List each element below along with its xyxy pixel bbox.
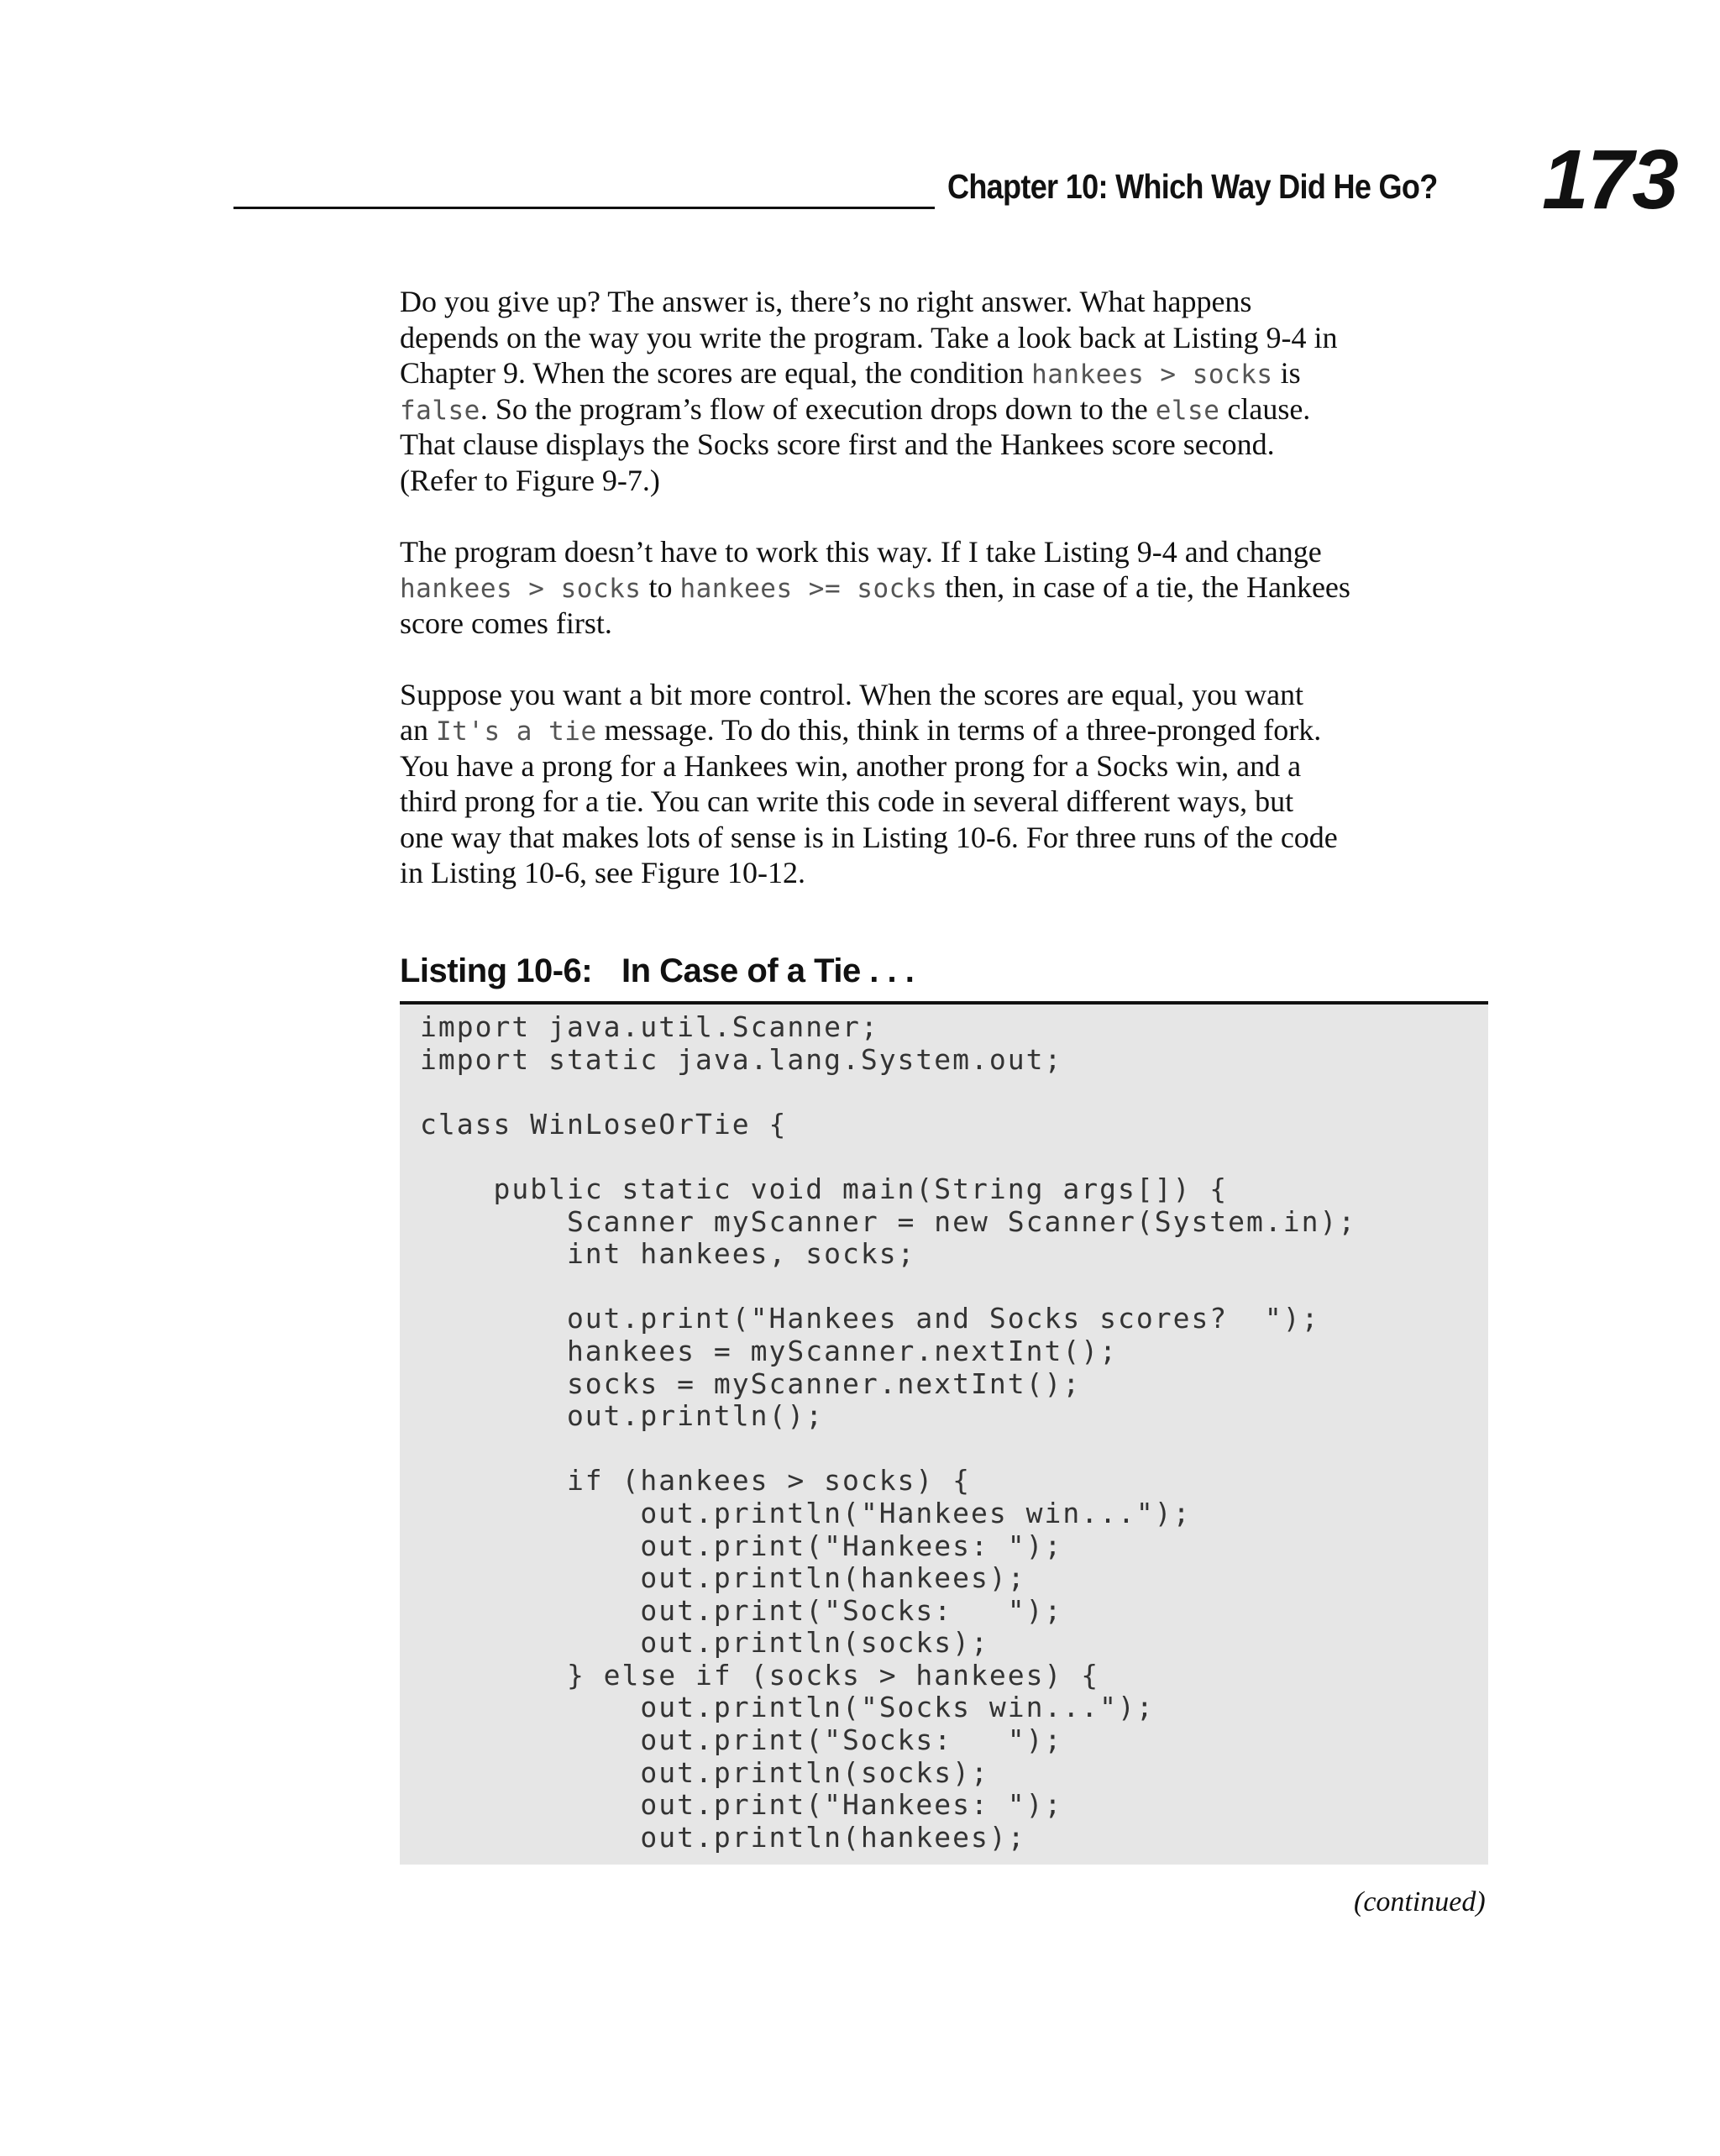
text-run: The program doesn’t have to work this way. If I take Listing 9-4 and change	[400, 534, 1322, 569]
paragraph-line	[400, 748, 1492, 784]
code-line: } else if (socks > hankees) {	[420, 1658, 1100, 1692]
paragraph-line	[400, 427, 1492, 463]
listing-label: Listing 10-6:	[400, 952, 593, 989]
code-line	[420, 1433, 1356, 1466]
paragraph-line	[400, 463, 1492, 499]
code-line: out.println(hankees);	[420, 1820, 1026, 1854]
text-run: to	[641, 570, 680, 604]
code-line: Scanner myScanner = new Scanner(System.in);	[420, 1204, 1357, 1238]
text-run: in Listing 10-6, see Figure 10-12.	[400, 856, 805, 889]
inline-code: hankees >= socks	[679, 574, 938, 604]
inline-code: It's a tie	[435, 716, 597, 747]
paragraph-line	[400, 677, 1492, 713]
code-line: import java.util.Scanner;	[420, 1010, 879, 1043]
text-run: You have a prong for a Hankees win, another prong for a Socks win, and a	[400, 748, 1302, 783]
paragraph-line	[400, 712, 1492, 748]
text-run: score comes first.	[400, 606, 612, 640]
code-line: public static void main(String args[]) {	[420, 1172, 1229, 1205]
header-rule	[233, 207, 935, 209]
body-paragraph	[400, 677, 1492, 891]
text-run: third prong for a tie. You can write this code in several different ways, but	[400, 784, 1294, 818]
paragraph-line	[400, 784, 1492, 820]
text-run: Do you give up? The answer is, there’s no right answer. What happens	[400, 285, 1252, 318]
code-line: out.print("Socks: ");	[420, 1593, 1063, 1627]
text-run: . So the program’s flow of execution drops down to the	[480, 391, 1156, 426]
running-head: Chapter 10: Which Way Did He Go?	[947, 167, 1438, 206]
code-line: socks = myScanner.nextInt();	[420, 1367, 1082, 1400]
code-line: out.print("Hankees and Socks scores? ");	[420, 1302, 1320, 1335]
inline-code: hankees > socks	[400, 574, 642, 604]
code-line: class WinLoseOrTie {	[420, 1107, 788, 1141]
paragraph-line	[400, 284, 1492, 320]
inline-code: hankees > socks	[1031, 359, 1273, 390]
paragraph-line	[400, 355, 1492, 391]
code-line: out.println(hankees);	[420, 1561, 1026, 1595]
page-number: 173	[1542, 133, 1677, 227]
code-line: out.println("Socks win...");	[420, 1691, 1155, 1724]
code-line: out.print("Socks: ");	[420, 1723, 1063, 1757]
continued-note: (continued)	[1354, 1886, 1486, 1917]
code-line: out.println();	[420, 1399, 825, 1433]
code-line: out.println(socks);	[420, 1755, 989, 1789]
code-line: if (hankees > socks) {	[420, 1464, 972, 1498]
code-line	[420, 1141, 1356, 1173]
text-run: Chapter 9. When the scores are equal, the condition	[400, 356, 1032, 390]
text-run: clause.	[1219, 391, 1311, 426]
code-line: out.print("Hankees: ");	[420, 1529, 1063, 1562]
text-run: one way that makes lots of sense is in Listing 10-6. For three runs of the code	[400, 820, 1338, 854]
text-run: an	[400, 713, 436, 747]
listing-caption	[400, 949, 1488, 1005]
paragraph-line	[400, 855, 1492, 891]
code-lines	[420, 1011, 1356, 1854]
paragraph-line	[400, 606, 1492, 642]
paragraph-line	[400, 820, 1492, 856]
code-line: hankees = myScanner.nextInt();	[420, 1334, 1118, 1367]
code-line: int hankees, socks;	[420, 1237, 916, 1271]
body-text	[400, 284, 1492, 926]
text-run: message. To do this, think in terms of a three-pronged fork.	[596, 713, 1322, 747]
body-paragraph	[400, 534, 1492, 642]
text-run: depends on the way you write the program. Take a look back at Listing 9-4 in	[400, 320, 1338, 354]
text-run: Suppose you want a bit more control. When the scores are equal, you want	[400, 677, 1304, 711]
code-line	[420, 1076, 1356, 1109]
listing-title: In Case of a Tie . . .	[621, 952, 915, 989]
code-listing	[400, 1005, 1488, 1865]
text-run: (Refer to Figure 9-7.)	[400, 463, 660, 497]
inline-code: false	[400, 395, 480, 426]
inline-code: else	[1155, 395, 1220, 426]
code-line: out.print("Hankees: ");	[420, 1788, 1063, 1822]
text-run: then, in case of a tie, the Hankees	[937, 570, 1350, 604]
code-line: import static java.lang.System.out;	[420, 1042, 1063, 1076]
text-run: is	[1272, 356, 1301, 390]
code-line: out.println(socks);	[420, 1626, 989, 1660]
code-line	[420, 1271, 1356, 1304]
paragraph-line	[400, 391, 1492, 428]
text-run: That clause displays the Socks score first and the Hankees score second.	[400, 428, 1275, 461]
code-line: out.println("Hankees win...");	[420, 1496, 1192, 1529]
body-paragraph	[400, 284, 1492, 498]
paragraph-line	[400, 534, 1492, 570]
paragraph-line	[400, 320, 1492, 356]
paragraph-line	[400, 569, 1492, 606]
